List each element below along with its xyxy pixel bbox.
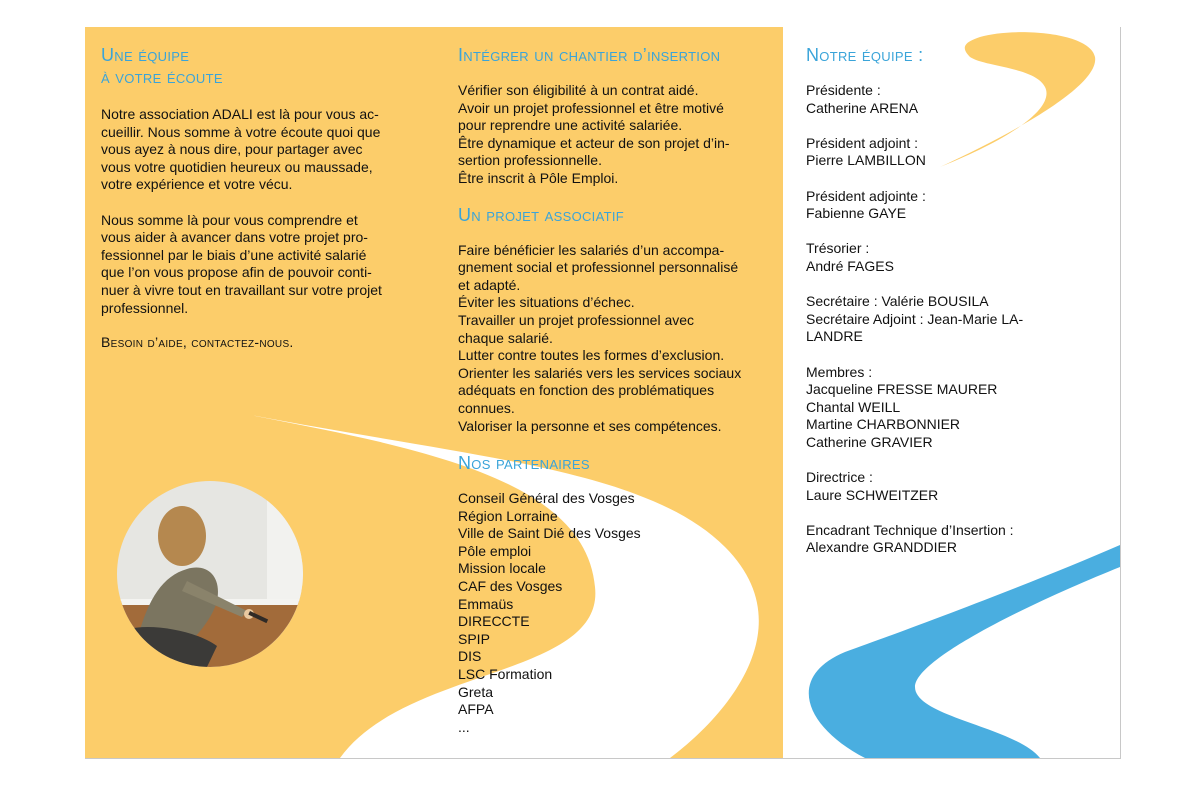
team-role: Président adjoint :: [806, 134, 919, 151]
insertion-line: Avoir un projet professionnel et être motivé: [458, 99, 724, 116]
partner-item: Mission locale: [458, 560, 546, 577]
welcome-p1-line: cueillir. Nous somme à votre écoute quoi que: [101, 123, 381, 140]
welcome-p2-line: Nous somme là pour vous comprendre et: [101, 211, 358, 228]
partner-item: Emmaüs: [458, 595, 514, 612]
team-role: Encadrant Technique d’Insertion :: [806, 521, 1014, 538]
team-block-vice-president-2: [806, 188, 1056, 223]
team-role: Secrétaire Adjoint : Jean-Marie LA-: [806, 310, 1024, 327]
insertion-line: pour reprendre une activité salariée.: [458, 117, 683, 134]
welcome-p1-line: votre expérience et votre vécu.: [101, 176, 293, 193]
welcome-heading-line2: à votre écoute: [101, 67, 223, 87]
blue-swoosh-shape: [809, 545, 1120, 758]
team-block-director: [806, 469, 1056, 504]
project-line: adéquats en fonction des problématiques: [458, 382, 715, 399]
project-line: Orienter les salariés vers les services sociaux: [458, 364, 742, 381]
welcome-paragraph-1: [101, 106, 401, 194]
worker-painting-photo: [117, 481, 303, 667]
partner-item: ...: [458, 718, 470, 735]
partner-item: Greta: [458, 683, 494, 700]
team-heading: Notre équipe :: [806, 45, 924, 65]
partner-item: Région Lorraine: [458, 507, 558, 524]
team-block-president: [806, 82, 1056, 117]
welcome-paragraph-2: [101, 212, 401, 318]
team-member-name: Chantal WEILL: [806, 398, 901, 415]
project-line: Valoriser la personne et ses compétences.: [458, 417, 722, 434]
insertion-line: Vérifier son éligibilité à un contrat aidé.: [458, 82, 699, 98]
partner-item: Conseil Général des Vosges: [458, 490, 635, 507]
team-member-name: LANDRE: [806, 328, 863, 345]
welcome-p2-line: fessionnel par le biais d’une activité salarié: [101, 246, 367, 263]
brochure-page: [85, 27, 1121, 759]
team-member-name: Pierre LAMBILLON: [806, 152, 926, 169]
project-line: Lutter contre toutes les formes d’exclusion.: [458, 347, 725, 364]
team-block-members: [806, 364, 1056, 452]
partner-item: Ville de Saint Dié des Vosges: [458, 525, 641, 542]
welcome-p2-line: professionnel.: [101, 299, 189, 316]
team-role: Directrice :: [806, 469, 873, 486]
welcome-p1-line: vous ayez à nous dire, pour partager avec: [101, 141, 363, 158]
team-role: Secrétaire : Valérie BOUSILA: [806, 293, 989, 310]
team-role: Trésorier :: [806, 240, 870, 257]
column-team: [806, 44, 1056, 575]
team-block-vice-president: [806, 135, 1056, 170]
partners-list: [458, 490, 768, 736]
associative-project-list: [458, 242, 768, 436]
team-member-name: André FAGES: [806, 257, 894, 274]
team-member-name: Catherine ARENA: [806, 99, 919, 116]
partners-heading: Nos partenaires: [458, 453, 590, 474]
project-line: chaque salarié.: [458, 329, 553, 346]
welcome-p2-line: vous aider à avancer dans votre projet pro-: [101, 229, 368, 246]
associative-project-heading: Un projet associatif: [458, 204, 624, 225]
team-block-technical-supervisor: [806, 522, 1056, 557]
insertion-list: [458, 82, 768, 188]
welcome-p2-line: que l’on vous propose afin de pouvoir conti-: [101, 264, 372, 281]
welcome-p2-line: nuer à vivre tout en travaillant sur votre projet: [101, 281, 382, 298]
team-list: [806, 82, 1056, 557]
welcome-heading-line1: Une équipe: [101, 45, 190, 65]
welcome-p1-line: Notre association ADALI est là pour vous ac-: [101, 106, 379, 122]
welcome-p1-line: vous votre quotidien heureux ou maussade,: [101, 158, 373, 175]
project-line: gnement social et professionnel personnalisé: [458, 259, 739, 276]
team-member-name: Alexandre GRANDDIER: [806, 539, 957, 556]
team-block-treasurer: [806, 240, 1056, 275]
project-line: Travailler un projet professionnel avec: [458, 311, 695, 328]
insertion-line: Être dynamique et acteur de son projet d’in-: [458, 134, 730, 151]
partner-item: Pôle emploi: [458, 542, 532, 559]
project-line: et adapté.: [458, 276, 521, 293]
team-member-name: Laure SCHWEITZER: [806, 486, 939, 503]
team-member-name: Jacqueline FRESSE MAURER: [806, 381, 998, 398]
project-line: Faire bénéficier les salariés d’un accompa-: [458, 241, 725, 258]
partner-item: SPIP: [458, 630, 490, 647]
partner-item: CAF des Vosges: [458, 578, 563, 595]
partner-item: DIRECCTE: [458, 613, 530, 630]
team-member-name: Fabienne GAYE: [806, 205, 907, 222]
team-member-name: Martine CHARBONNIER: [806, 416, 961, 433]
insertion-heading: Intégrer un chantier d’insertion: [458, 45, 721, 65]
contact-us-text: Besoin d’aide, contactez-nous.: [101, 334, 294, 351]
team-member-name: Catherine GRAVIER: [806, 433, 933, 450]
team-role: Membres :: [806, 363, 873, 380]
project-line: connues.: [458, 399, 515, 416]
partner-item: DIS: [458, 648, 482, 665]
team-block-secretary: [806, 293, 1056, 346]
project-line: Éviter les situations d’échec.: [458, 294, 635, 311]
partner-item: AFPA: [458, 701, 494, 718]
insertion-line: Être inscrit à Pôle Emploi.: [458, 169, 619, 186]
team-role: Président adjointe :: [806, 187, 926, 204]
partner-item: LSC Formation: [458, 666, 553, 683]
insertion-line: sertion professionnelle.: [458, 152, 602, 169]
column-welcome: [101, 44, 401, 350]
team-role: Présidente :: [806, 82, 881, 98]
welcome-heading: [101, 44, 401, 88]
column-projects: [458, 44, 768, 736]
